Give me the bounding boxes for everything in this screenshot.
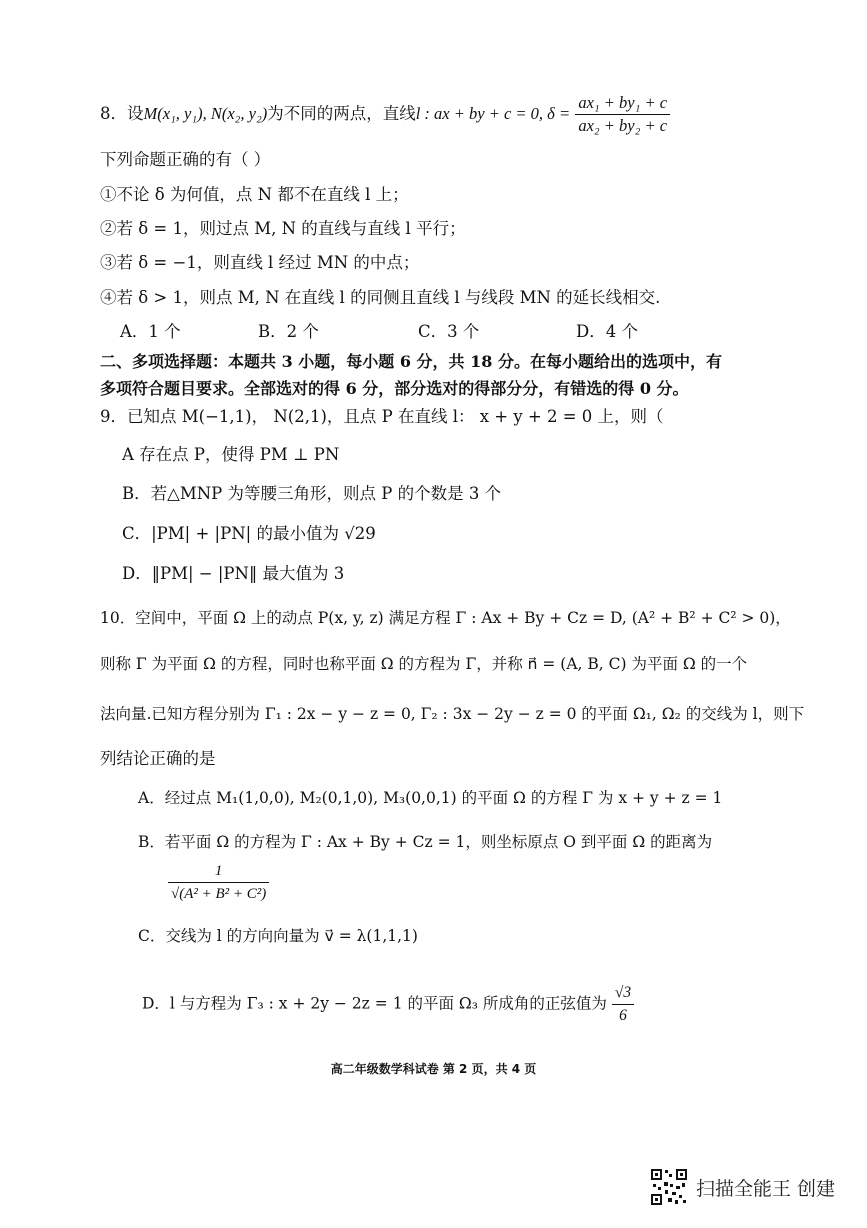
q10-option-d-text: D．l 与方程为 Γ₃ : x + 2y − 2z = 1 的平面 Ω₃ 所成角的正弦值为 [142, 994, 607, 1013]
q9-option-a: A 存在点 P，使得 PM ⊥ PN [122, 445, 340, 464]
q8-line-equation: l : ax + by + c = 0, δ = [415, 104, 571, 123]
q9-stem: 9．已知点 M(−1,1)， N(2,1)，且点 P 在直线 l： x + y + 2 = 0 上，则（ [100, 407, 664, 426]
q8-number: 8．设 [100, 104, 144, 123]
q10-option-b-fraction [168, 860, 269, 905]
q8-stem [100, 92, 670, 137]
q8-delta-fraction [575, 92, 670, 137]
q10-d-denominator: 6 [619, 1007, 627, 1024]
q8-prompt: 下列命题正确的有（ ） [100, 150, 271, 169]
q10-line3: 法向量.已知方程分别为 Γ₁ : 2x − y − z = 0, Γ₂ : 3x − 2y − z = 0 的平面 Ω₁, Ω₂ 的交线为 l，则下 [100, 705, 805, 723]
q10-option-c: C．交线为 l 的方向向量为 v⃗ = λ(1,1,1) [138, 927, 418, 945]
q8-statement-4: ④若 δ > 1，则点 M, N 在直线 l 的同侧且直线 l 与线段 MN 的延长线相交. [100, 288, 661, 307]
q10-b-numerator: 1 [168, 860, 269, 883]
q10-line2: 则称 Γ 为平面 Ω 的方程，同时也称平面 Ω 的方程为 Γ，并称 n⃗ = (A, B, C) 为平面 Ω 的一个 [100, 655, 748, 673]
q9-option-c: C．|PM| + |PN| 的最小值为 √29 [122, 524, 376, 543]
q10-option-d-fraction [612, 982, 634, 1027]
q8-choice-d: D．4 个 [576, 322, 638, 341]
scanner-watermark [650, 1168, 850, 1208]
section2-line2: 多项符合题目要求。全部选对的得 6 分，部分选对的得部分分，有错选的得 0 分。 [100, 379, 689, 398]
page-footer: 高二年级数学科试卷 第 2 页，共 4 页 [330, 1062, 537, 1076]
q8-statement-2: ②若 δ = 1，则过点 M, N 的直线与直线 l 平行； [100, 219, 466, 238]
q10-b-denominator: √(A² + B² + C²) [171, 886, 267, 902]
watermark-text: 扫描全能王 创建 [696, 1178, 836, 1200]
q8-statement-1: ①不论 δ 为何值，点 N 都不在直线 l 上； [100, 185, 409, 204]
q8-stem-text: 为不同的两点，直线 [267, 104, 416, 123]
qr-code-icon [650, 1168, 688, 1206]
q8-choice-a: A．1 个 [120, 322, 181, 341]
q9-option-d: D．‖PM| − |PN‖ 最大值为 3 [122, 564, 345, 583]
section2-line1: 二、多项选择题：本题共 3 小题，每小题 6 分，共 18 分。在每小题给出的选项中，有 [100, 352, 722, 371]
q10-option-a: A．经过点 M₁(1,0,0), M₂(0,1,0), M₃(0,0,1) 的平面 Ω 的方程 Γ 为 x + y + z = 1 [138, 789, 723, 807]
q10-line1: 10．空间中，平面 Ω 上的动点 P(x, y, z) 满足方程 Γ : Ax + By + Cz = D, (A² + B² + C² > 0)， [100, 609, 791, 627]
q10-option-d [142, 982, 634, 1027]
q8-frac-numerator: ax₁ + by₁ + c [575, 92, 670, 115]
q8-points: M(x₁, y₁), N(x₂, y₂) [143, 104, 268, 123]
q8-choice-b: B．2 个 [258, 322, 319, 341]
q10-option-b: B．若平面 Ω 的方程为 Γ : Ax + By + Cz = 1，则坐标原点 O 到平面 Ω 的距离为 [138, 833, 713, 851]
q8-choice-c: C．3 个 [418, 322, 480, 341]
q8-statement-3: ③若 δ = −1，则直线 l 经过 MN 的中点； [100, 253, 420, 272]
q9-option-b: B．若△MNP 为等腰三角形，则点 P 的个数是 3 个 [122, 484, 502, 503]
q10-d-numerator: √3 [612, 982, 634, 1005]
q10-line4: 列结论正确的是 [100, 749, 216, 768]
q8-frac-denominator: ax₂ + by₂ + c [578, 116, 668, 135]
